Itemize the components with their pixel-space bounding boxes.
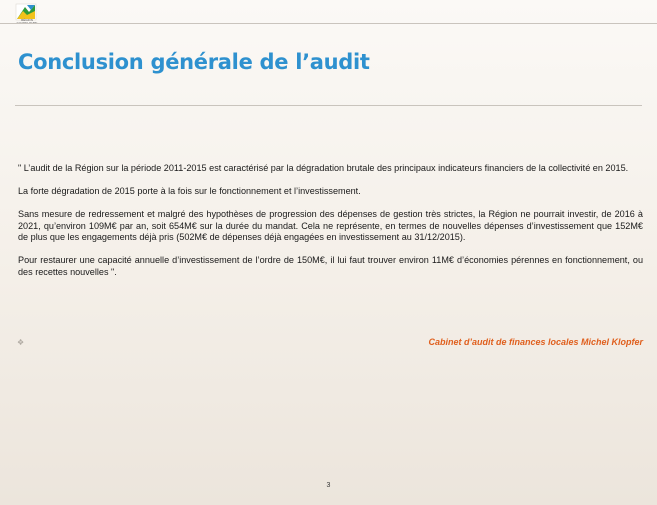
signature: Cabinet d’audit de finances locales Michel Klopfer	[428, 337, 643, 347]
paragraph-4: Pour restaurer une capacité annuelle d’investissement de l’ordre de 150M€, il lui faut trouver environ 11M€ d’économies pérennes en fonctionnement, ou des recettes nouvelles ".	[18, 255, 643, 277]
paragraph-1: " L’audit de la Région sur la période 2011-2015 est caractérisé par la dégradation brutale des principaux indicateurs financiers de la collectivité en 2015.	[18, 163, 629, 173]
paragraph-3: Sans mesure de redressement et malgré des hypothèses de progression des dépenses de gestion très strictes, la Région ne pourrait investir, de 2016 à 2021, qu’environ 109M€ par an, soit 654M€ sur la durée du mandat. Cela ne représente, en termes de nouvelles dépenses d’investissement que 152M€ de plus que les engagements déjà pris (502M€ de dépenses déjà engagées en investissement au 31/12/2015).	[18, 209, 643, 242]
bullet-icon: ❖	[17, 338, 25, 347]
paragraph-2: La forte dégradation de 2015 porte à la fois sur le fonctionnement et l’investissement.	[18, 186, 361, 196]
page-title: Conclusion générale de l’audit	[18, 50, 370, 74]
page-number: 3	[326, 482, 331, 489]
top-divider	[0, 23, 657, 24]
logo-caption: RÉGION	[21, 18, 33, 22]
title-divider	[15, 105, 642, 106]
body-text	[18, 163, 643, 290]
